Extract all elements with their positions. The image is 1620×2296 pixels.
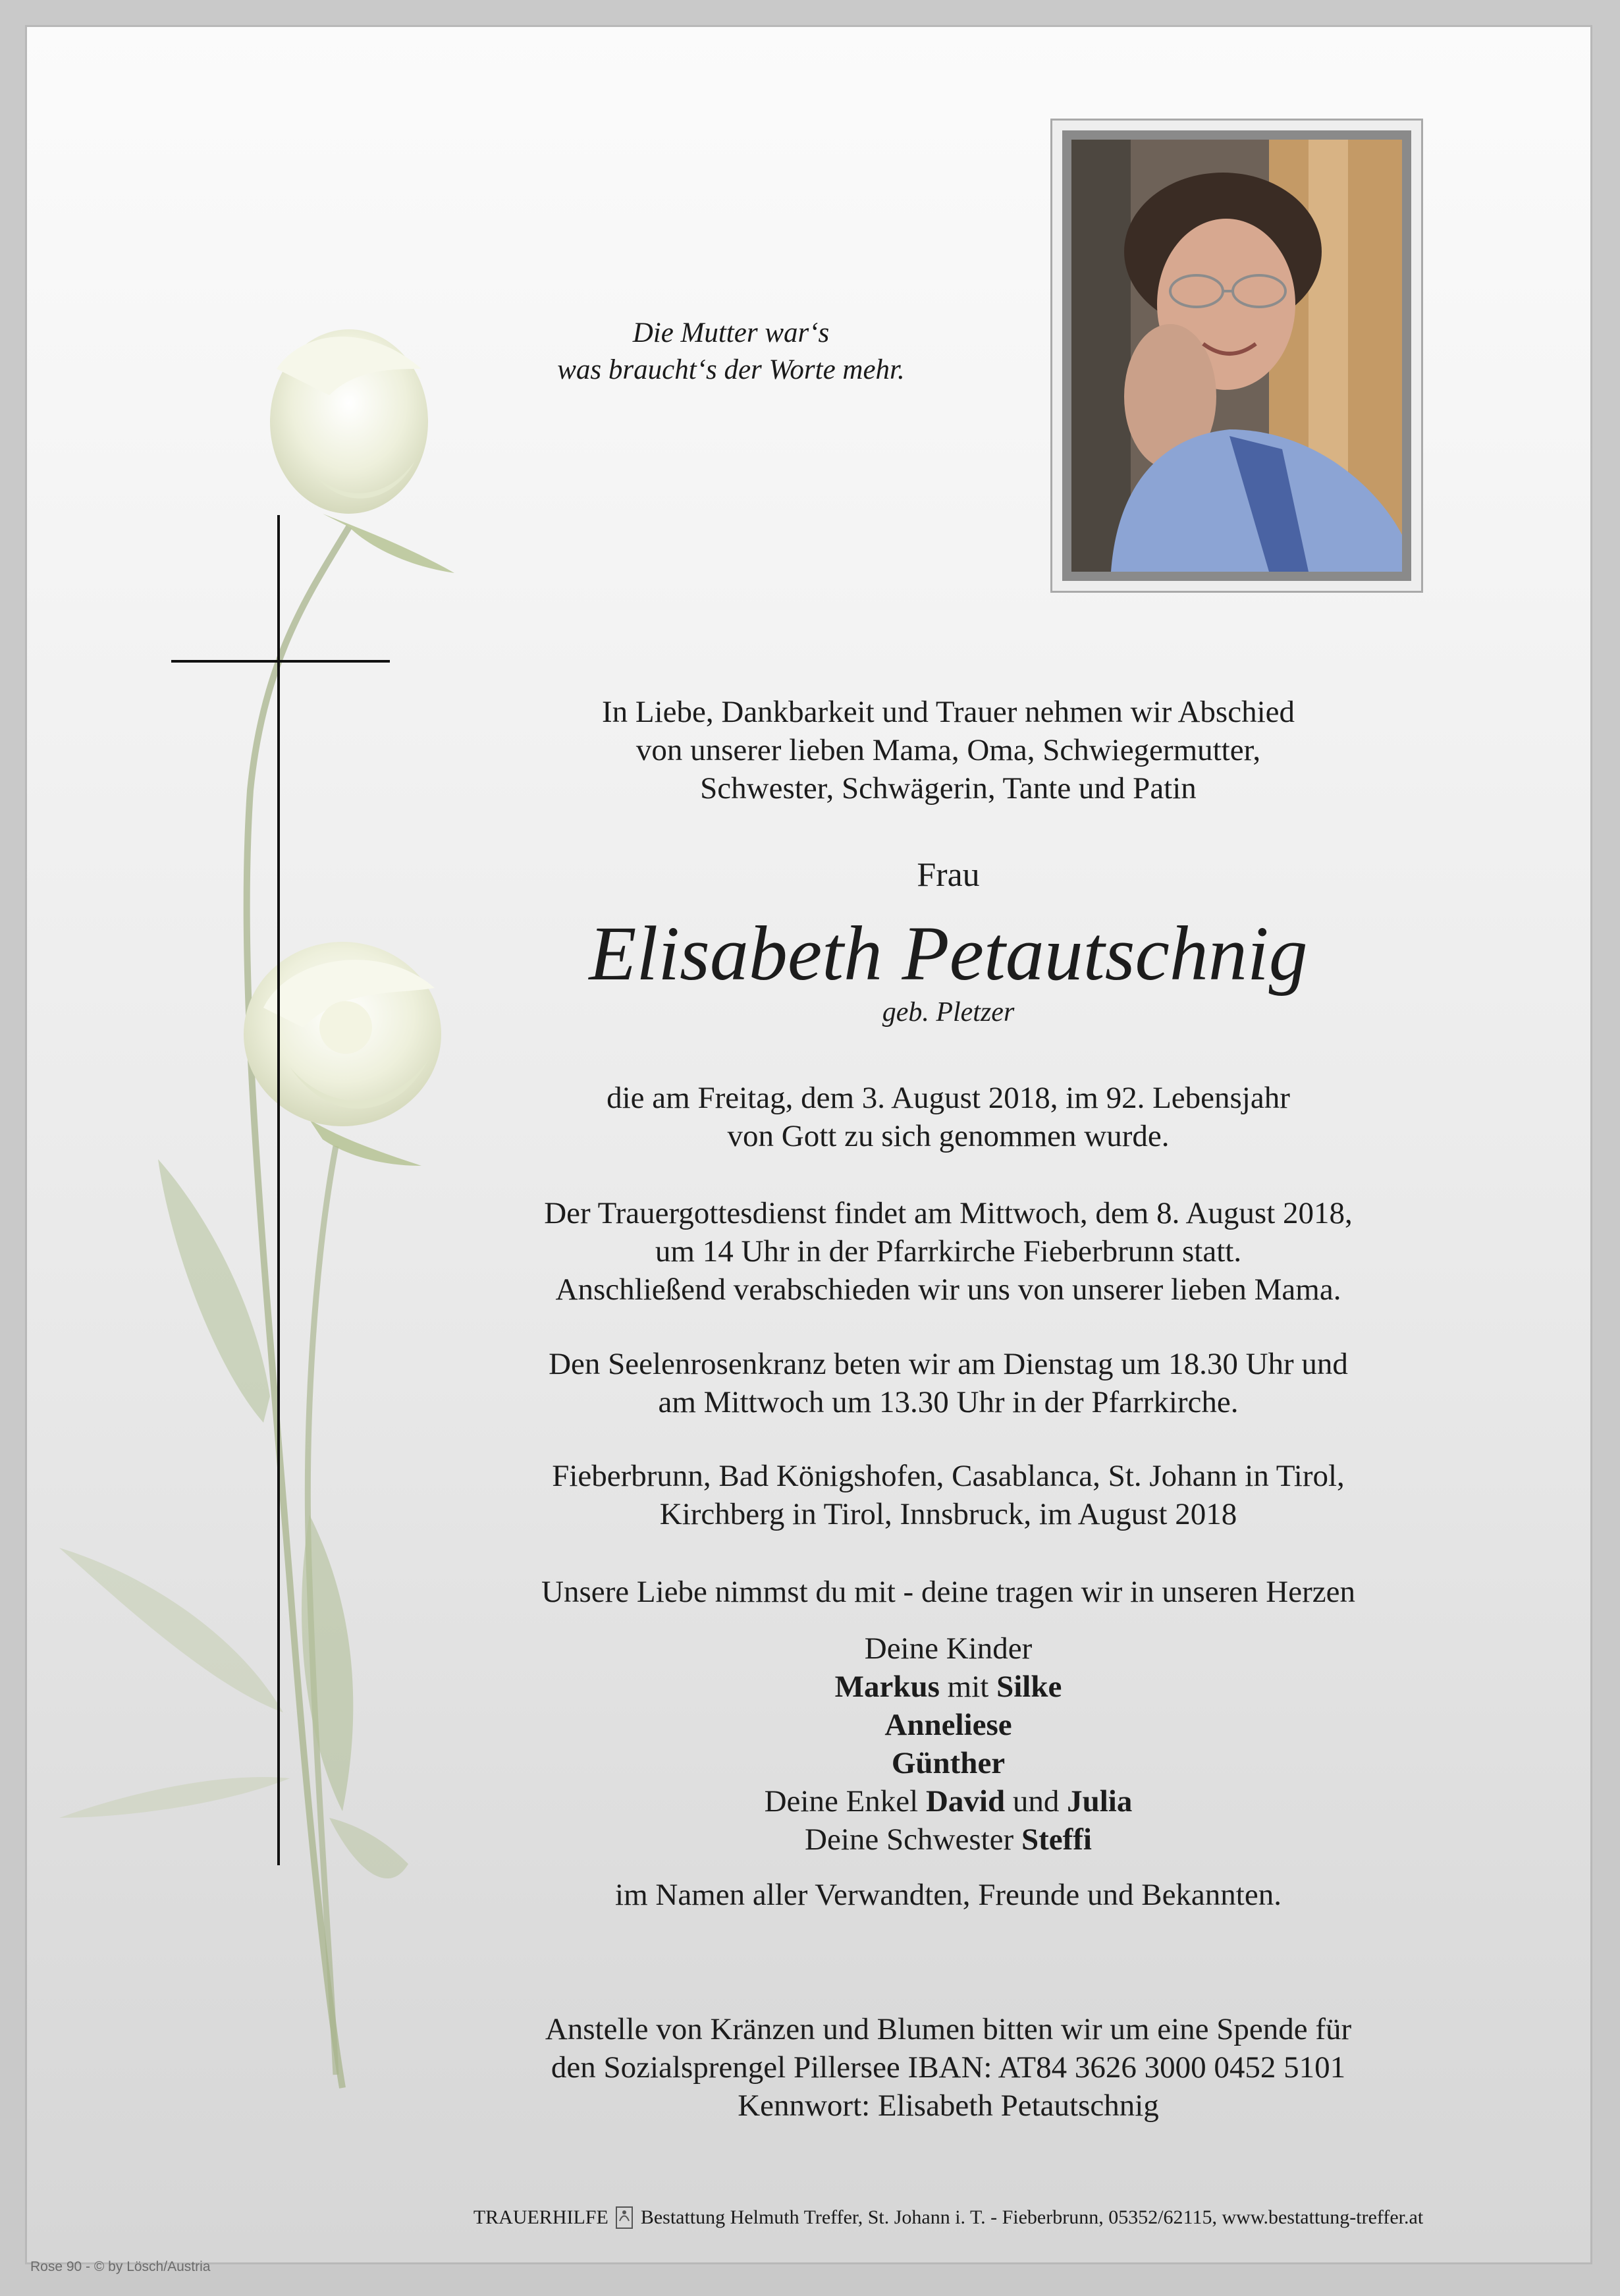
intro-text <box>461 693 1436 807</box>
sister-label: Deine Schwester <box>805 1822 1014 1857</box>
footer-contact: Bestattung Helmuth Treffer, St. Johann i. T. - Fieberbrunn, 05352/62115, www.bestattung-treffer.at <box>640 2206 1424 2228</box>
sister-entry <box>461 1820 1436 1859</box>
footer-brand: TRAUERHILFE <box>473 2206 608 2228</box>
sister-name: Steffi <box>1021 1822 1092 1857</box>
grandchildren-entry <box>461 1782 1436 1820</box>
closing-motto: Unsere Liebe nimmst du mit - deine tragen wir in unseren Herzen <box>541 1575 1355 1609</box>
funeral-service-info <box>461 1194 1436 1309</box>
death-line: die am Freitag, dem 3. August 2018, im 92. Lebensjahr <box>607 1081 1290 1115</box>
grandchild-name: David <box>925 1784 1006 1818</box>
child-name: Günther <box>891 1746 1006 1780</box>
donation-line: den Sozialsprengel Pillersee IBAN: AT84 3626 3000 0452 5101 <box>551 2050 1346 2085</box>
child-entry <box>461 1744 1436 1782</box>
trauerhilfe-logo-icon <box>616 2206 633 2229</box>
children-label: Deine Kinder <box>864 1631 1033 1666</box>
funeral-home-footer <box>461 2206 1436 2229</box>
connector: mit <box>947 1670 989 1704</box>
places-line: Fieberbrunn, Bad Königshofen, Casablanca, St. Johann in Tirol, <box>552 1459 1345 1493</box>
service-line: Anschließend verabschieden wir uns von unserer lieben Mama. <box>555 1272 1341 1307</box>
relatives-line: im Namen aller Verwandten, Freunde und Bekannten. <box>615 1878 1282 1912</box>
places-line: Kirchberg in Tirol, Innsbruck, im August 2018 <box>659 1497 1237 1531</box>
rosary-line: Den Seelenrosenkranz beten wir am Dienstag um 18.30 Uhr und <box>549 1347 1348 1381</box>
copyright-note: Rose 90 - © by Lösch/Austria <box>30 2259 211 2274</box>
connector: und <box>1012 1784 1060 1818</box>
rosary-info <box>461 1345 1436 1421</box>
donation-line: Kennwort: Elisabeth Petautschnig <box>738 2089 1159 2123</box>
portrait-image <box>1071 140 1402 572</box>
portrait-photo <box>1062 130 1411 581</box>
deceased-name: Elisabeth Petautschnig <box>589 910 1308 997</box>
death-line: von Gott zu sich genommen wurde. <box>727 1119 1170 1153</box>
intro-line: Schwester, Schwägerin, Tante und Patin <box>700 771 1197 806</box>
service-line: um 14 Uhr in der Pfarrkirche Fieberbrunn statt. <box>655 1234 1242 1269</box>
motto-quote <box>500 315 961 389</box>
child-name: Markus <box>834 1670 940 1704</box>
grandchild-name: Julia <box>1067 1784 1133 1818</box>
places-and-date <box>461 1457 1436 1533</box>
deceased-title: Frau <box>917 856 980 894</box>
death-notice <box>461 1079 1436 1155</box>
child-name: Anneliese <box>884 1708 1012 1742</box>
portrait-frame <box>1050 119 1423 593</box>
grandchildren-label: Deine Enkel <box>764 1784 919 1818</box>
child-entry <box>461 1668 1436 1706</box>
maiden-name: geb. Pletzer <box>882 997 1015 1027</box>
intro-line: In Liebe, Dankbarkeit und Trauer nehmen wir Abschied <box>601 695 1295 729</box>
cross-horizontal <box>171 660 390 663</box>
service-line: Der Trauergottesdienst findet am Mittwoch, dem 8. August 2018, <box>544 1196 1353 1230</box>
intro-line: von unserer lieben Mama, Oma, Schwiegermutter, <box>635 733 1261 767</box>
partner-name: Silke <box>996 1670 1062 1704</box>
donation-request <box>461 2010 1436 2125</box>
cross-vertical <box>277 515 280 1865</box>
rosary-line: am Mittwoch um 13.30 Uhr in der Pfarrkirche. <box>658 1385 1239 1419</box>
motto-line: Die Mutter war‘s <box>632 317 830 348</box>
donation-line: Anstelle von Kränzen und Blumen bitten wir um eine Spende für <box>545 2012 1352 2046</box>
motto-line: was braucht‘s der Worte mehr. <box>557 354 905 385</box>
child-entry <box>461 1706 1436 1744</box>
family-mourners <box>461 1629 1436 1859</box>
